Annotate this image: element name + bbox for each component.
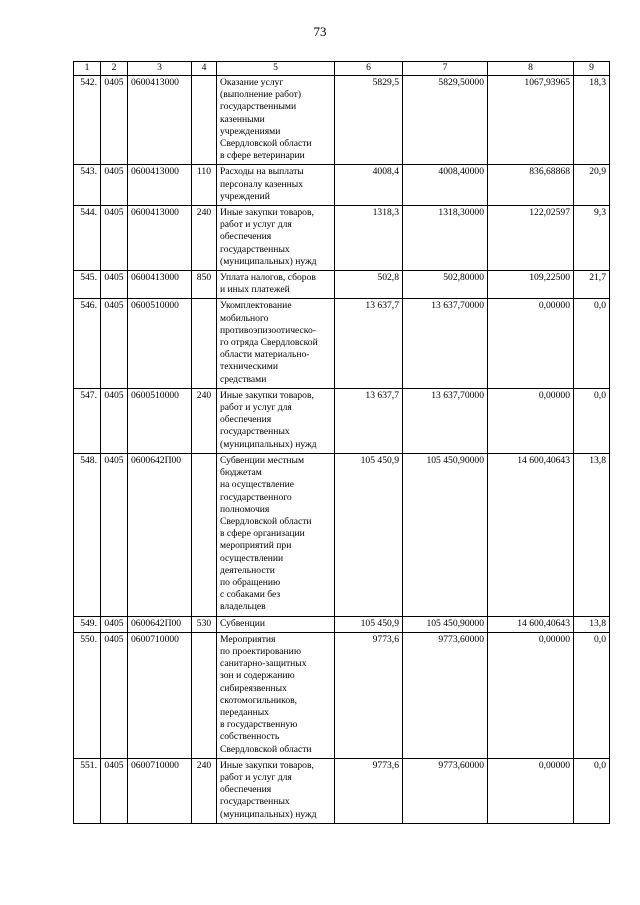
planned-amount: 502,8 xyxy=(335,271,403,299)
planned-amount: 9773,6 xyxy=(335,758,403,823)
section-code: 0405 xyxy=(101,632,128,758)
execution-percent: 0,0 xyxy=(574,299,610,388)
target-code: 0600642П00 xyxy=(128,453,192,616)
column-header: 6 xyxy=(335,62,403,76)
execution-percent: 0,0 xyxy=(574,632,610,758)
table-row xyxy=(74,76,610,165)
expense-type-code xyxy=(192,76,217,165)
column-header: 8 xyxy=(488,62,574,76)
approved-amount: 4008,40000 xyxy=(403,165,488,206)
row-number: 546. xyxy=(74,299,101,388)
item-name: Иные закупки товаров, работ и услуг для обеспечения государственных (муниципальных) нужд xyxy=(217,758,335,823)
table-row xyxy=(74,271,610,299)
planned-amount: 9773,6 xyxy=(335,632,403,758)
column-header: 1 xyxy=(74,62,101,76)
page-number: 73 xyxy=(313,24,327,39)
planned-amount: 13 637,7 xyxy=(335,299,403,388)
row-number: 547. xyxy=(74,388,101,453)
target-code: 0600710000 xyxy=(128,758,192,823)
approved-amount: 105 450,90000 xyxy=(403,616,488,632)
approved-amount: 9773,60000 xyxy=(403,632,488,758)
planned-amount: 1318,3 xyxy=(335,206,403,271)
table-body xyxy=(74,76,610,824)
row-number: 543. xyxy=(74,165,101,206)
approved-amount: 13 637,70000 xyxy=(403,388,488,453)
execution-percent: 20,9 xyxy=(574,165,610,206)
table-row xyxy=(74,453,610,616)
target-code: 0600510000 xyxy=(128,388,192,453)
item-name: Иные закупки товаров, работ и услуг для обеспечения государственных (муниципальных) нужд xyxy=(217,388,335,453)
execution-percent: 13,8 xyxy=(574,616,610,632)
execution-percent: 18,3 xyxy=(574,76,610,165)
section-code: 0405 xyxy=(101,206,128,271)
table-row xyxy=(74,632,610,758)
executed-amount: 836,68868 xyxy=(488,165,574,206)
item-name: Субвенции местным бюджетам на осуществление государственного полномочия Свердловской области в сфере организации мероприятий при осуществлении деятельности по обращению с собаками без владельцев xyxy=(217,453,335,616)
column-header: 9 xyxy=(574,62,610,76)
budget-table xyxy=(73,61,610,824)
table-row xyxy=(74,616,610,632)
target-code: 0600710000 xyxy=(128,632,192,758)
section-code: 0405 xyxy=(101,165,128,206)
target-code: 0600413000 xyxy=(128,76,192,165)
target-code: 0600510000 xyxy=(128,299,192,388)
column-header: 4 xyxy=(192,62,217,76)
expense-type-code xyxy=(192,299,217,388)
table-header-row xyxy=(74,62,610,76)
row-number: 542. xyxy=(74,76,101,165)
item-name: Иные закупки товаров, работ и услуг для обеспечения государственных (муниципальных) нужд xyxy=(217,206,335,271)
section-code: 0405 xyxy=(101,76,128,165)
execution-percent: 13,8 xyxy=(574,453,610,616)
expense-type-code: 240 xyxy=(192,388,217,453)
executed-amount: 14 600,40643 xyxy=(488,453,574,616)
row-number: 550. xyxy=(74,632,101,758)
execution-percent: 0,0 xyxy=(574,758,610,823)
executed-amount: 1067,93965 xyxy=(488,76,574,165)
row-number: 549. xyxy=(74,616,101,632)
section-code: 0405 xyxy=(101,388,128,453)
item-name: Мероприятия по проектированию санитарно-защитных зон и содержанию сибиреязвенных скотомогильников, переданных в государственную собственность Свердловской области xyxy=(217,632,335,758)
executed-amount: 122,02597 xyxy=(488,206,574,271)
section-code: 0405 xyxy=(101,616,128,632)
execution-percent: 9,3 xyxy=(574,206,610,271)
planned-amount: 105 450,9 xyxy=(335,453,403,616)
approved-amount: 5829,50000 xyxy=(403,76,488,165)
approved-amount: 13 637,70000 xyxy=(403,299,488,388)
target-code: 0600413000 xyxy=(128,206,192,271)
executed-amount: 109,22500 xyxy=(488,271,574,299)
column-header: 7 xyxy=(403,62,488,76)
executed-amount: 14 600,40643 xyxy=(488,616,574,632)
column-header: 5 xyxy=(217,62,335,76)
approved-amount: 9773,60000 xyxy=(403,758,488,823)
item-name: Расходы на выплаты персоналу казенных учреждений xyxy=(217,165,335,206)
column-header: 3 xyxy=(128,62,192,76)
expense-type-code: 240 xyxy=(192,758,217,823)
item-name: Субвенции xyxy=(217,616,335,632)
item-name: Уплата налогов, сборов и иных платежей xyxy=(217,271,335,299)
target-code: 0600642П00 xyxy=(128,616,192,632)
executed-amount: 0,00000 xyxy=(488,758,574,823)
execution-percent: 0,0 xyxy=(574,388,610,453)
section-code: 0405 xyxy=(101,758,128,823)
expense-type-code: 850 xyxy=(192,271,217,299)
section-code: 0405 xyxy=(101,299,128,388)
table-row xyxy=(74,165,610,206)
expense-type-code: 240 xyxy=(192,206,217,271)
section-code: 0405 xyxy=(101,271,128,299)
table-row xyxy=(74,388,610,453)
row-number: 548. xyxy=(74,453,101,616)
expense-type-code xyxy=(192,453,217,616)
table-row xyxy=(74,758,610,823)
table-row xyxy=(74,299,610,388)
item-name: Оказание услуг (выполнение работ) государственными казенными учреждениями Свердловской области в сфере ветеринарии xyxy=(217,76,335,165)
executed-amount: 0,00000 xyxy=(488,388,574,453)
item-name: Укомплектование мобильного противоэпизоотическо- го отряда Свердловской области материально- техническими средствами xyxy=(217,299,335,388)
planned-amount: 13 637,7 xyxy=(335,388,403,453)
approved-amount: 502,80000 xyxy=(403,271,488,299)
executed-amount: 0,00000 xyxy=(488,299,574,388)
approved-amount: 1318,30000 xyxy=(403,206,488,271)
target-code: 0600413000 xyxy=(128,271,192,299)
target-code: 0600413000 xyxy=(128,165,192,206)
executed-amount: 0,00000 xyxy=(488,632,574,758)
approved-amount: 105 450,90000 xyxy=(403,453,488,616)
section-code: 0405 xyxy=(101,453,128,616)
planned-amount: 4008,4 xyxy=(335,165,403,206)
row-number: 544. xyxy=(74,206,101,271)
table-row xyxy=(74,206,610,271)
expense-type-code: 110 xyxy=(192,165,217,206)
planned-amount: 105 450,9 xyxy=(335,616,403,632)
row-number: 551. xyxy=(74,758,101,823)
expense-type-code: 530 xyxy=(192,616,217,632)
column-header: 2 xyxy=(101,62,128,76)
execution-percent: 21,7 xyxy=(574,271,610,299)
planned-amount: 5829,5 xyxy=(335,76,403,165)
expense-type-code xyxy=(192,632,217,758)
row-number: 545. xyxy=(74,271,101,299)
